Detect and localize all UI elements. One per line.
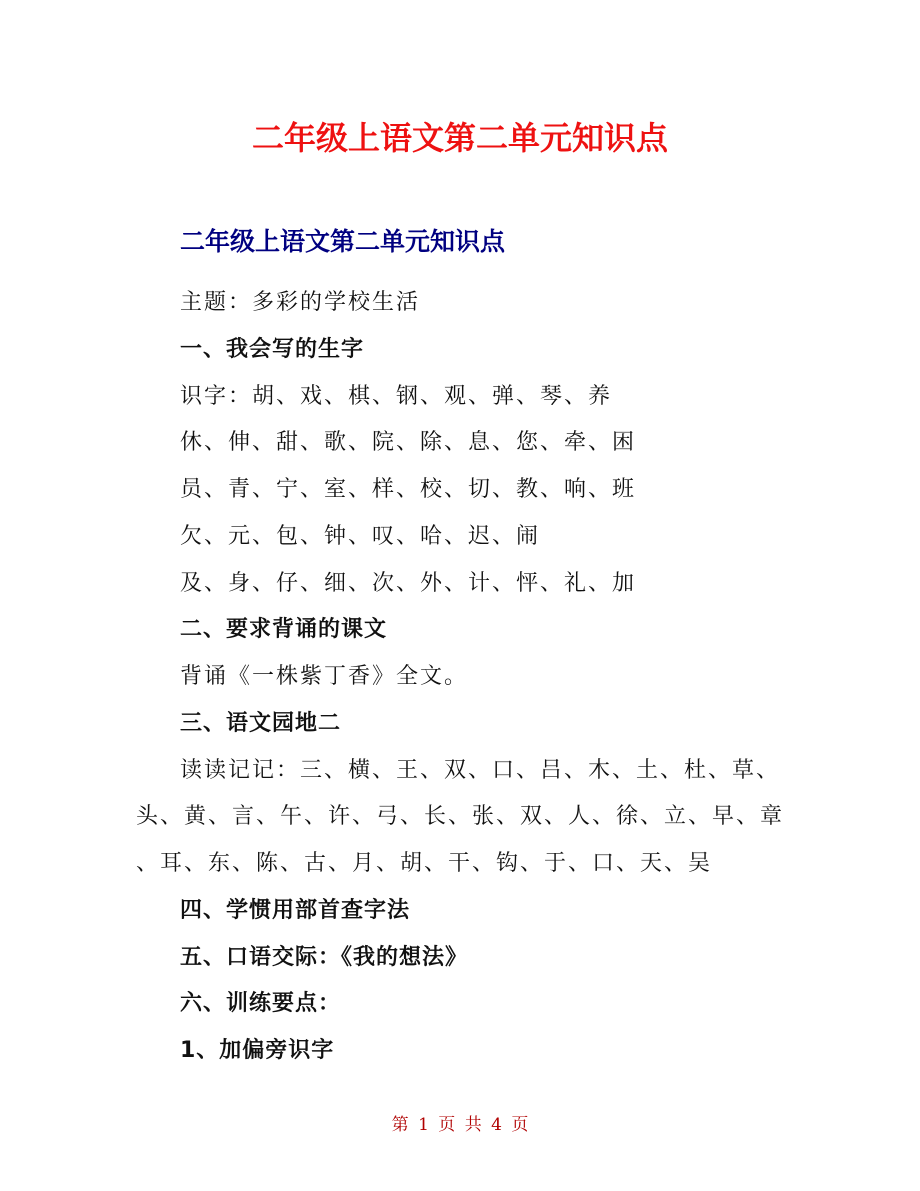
document-title: 二年级上语文第二单元知识点 [251, 119, 668, 157]
section-1-line-3: 员、青、宁、室、样、校、切、教、响、班 [180, 477, 637, 502]
section-4-heading: 四、学惯用部首查字法 [180, 898, 411, 923]
section-3-heading: 三、语文园地二 [180, 711, 342, 736]
section-6-item-1: 1、加偏旁识字 [180, 1038, 335, 1063]
section-6-heading: 六、训练要点： [180, 991, 342, 1016]
section-1-line-2: 休、伸、甜、歌、院、除、息、您、牵、困 [180, 430, 637, 455]
section-1-line-5: 及、身、仔、细、次、外、计、怦、礼、加 [180, 571, 637, 596]
page-footer: 第 1 页 共 4 页 [391, 1115, 529, 1135]
section-5-heading: 五、口语交际：《我的想法》 [180, 945, 469, 970]
section-1-line-4: 欠、元、包、钟、叹、哈、迟、闹 [180, 524, 541, 549]
section-1-line-1: 识字：胡、戏、棋、钢、观、弹、琴、养 [180, 384, 613, 409]
theme-line: 主题：多彩的学校生活 [180, 290, 421, 315]
document-subtitle: 二年级上语文第二单元知识点 [180, 227, 506, 256]
section-3-line-3: 、耳、东、陈、古、月、胡、干、钩、于、口、天、吴 [136, 851, 713, 876]
section-3-line-1: 读读记记：三、横、王、双、口、吕、木、土、杜、草、 [180, 758, 781, 783]
section-2-heading: 二、要求背诵的课文 [180, 617, 388, 642]
section-1-heading: 一、我会写的生字 [180, 337, 365, 362]
section-3-line-2: 头、黄、言、午、许、弓、长、张、双、人、徐、立、早、章 [136, 804, 785, 829]
section-2-body: 背诵《一株紫丁香》全文。 [180, 664, 469, 689]
